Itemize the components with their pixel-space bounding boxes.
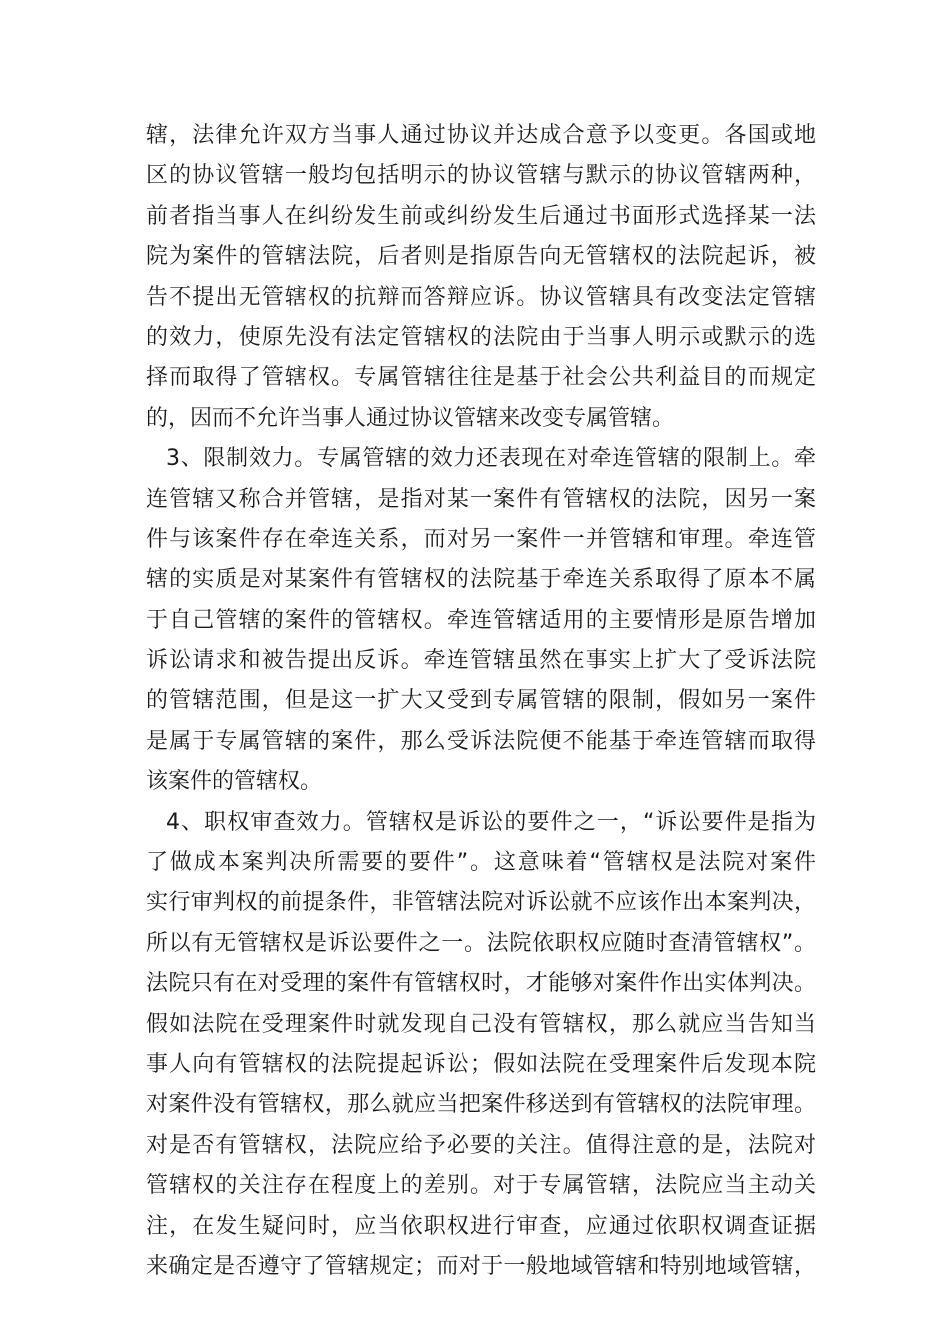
paragraph [146, 803, 816, 1288]
text-line: 辖，法律允许双方当事人通过协议并达成合意予以变更。各国或地 [146, 123, 816, 148]
text-line: 诉讼请求和被告提出反诉。牵连管辖虽然在事实上扩大了受诉法院 [146, 648, 816, 674]
text-line: 院为案件的管辖法院，后者则是指原告向无管辖权的法院起诉，被 [146, 244, 816, 270]
text-line: 来确定是否遵守了管辖规定；而对于一般地域管辖和特别地域管辖， [146, 1253, 816, 1279]
text-line: 管辖权的关注存在程度上的差别。对于专属管辖，法院应当主动关 [146, 1173, 816, 1199]
text-line: 法院只有在对受理的案件有管辖权时，才能够对案件作出实体判决。 [146, 971, 816, 997]
text-line: 择而取得了管辖权。专属管辖往往是基于社会公共利益目的而规定 [146, 365, 816, 391]
text-line: 辖的实质是对某案件有管辖权的法院基于牵连关系取得了原本不属 [146, 567, 816, 593]
text-line: 该案件的管辖权。 [146, 769, 323, 795]
text-line: 对案件没有管辖权，那么就应当把案件移送到有管辖权的法院审理。 [146, 1092, 816, 1118]
text-line: 的管辖范围，但是这一扩大又受到专属管辖的限制，假如另一案件 [146, 688, 816, 714]
text-line: 所以有无管辖权是诉讼要件之一。法院依职权应随时查清管辖权”。 [146, 930, 816, 956]
text-line: 的效力，使原先没有法定管辖权的法院由于当事人明示或默示的选 [146, 324, 816, 350]
text-line: 区的协议管辖一般均包括明示的协议管辖与默示的协议管辖两种， [146, 163, 816, 189]
text-line: 注，在发生疑问时，应当依职权进行审查，应通过依职权调查证据 [146, 1213, 816, 1239]
text-line: 了做成本案判决所需要的要件”。这意味着“管辖权是法院对案件 [146, 850, 816, 876]
text-line: 4、职权审查效力。管辖权是诉讼的要件之一，“诉讼要件是指为 [166, 809, 816, 835]
paragraph [146, 439, 816, 803]
text-line: 假如法院在受理案件时就发现自己没有管辖权，那么就应当告知当 [146, 1011, 816, 1037]
document-body [146, 116, 816, 1287]
text-line: 是属于专属管辖的案件，那么受诉法院便不能基于牵连管辖而取得 [146, 728, 816, 754]
text-line: 件与该案件存在牵连关系，而对另一案件一并管辖和审理。牵连管 [146, 526, 816, 552]
paragraph [146, 116, 816, 439]
text-line: 于自己管辖的案件的管辖权。牵连管辖适用的主要情形是原告增加 [146, 607, 816, 633]
text-line: 前者指当事人在纠纷发生前或纠纷发生后通过书面形式选择某一法 [146, 203, 816, 229]
text-line: 的，因而不允许当事人通过协议管辖来改变专属管辖。 [146, 405, 675, 431]
text-line: 事人向有管辖权的法院提起诉讼；假如法院在受理案件后发现本院 [146, 1051, 816, 1077]
text-line: 3、限制效力。专属管辖的效力还表现在对牵连管辖的限制上。牵 [166, 446, 816, 472]
text-line: 连管辖又称合并管辖，是指对某一案件有管辖权的法院，因另一案 [146, 486, 816, 512]
text-line: 对是否有管辖权，法院应给予必要的关注。值得注意的是，法院对 [146, 1132, 816, 1158]
text-line: 告不提出无管辖权的抗辩而答辩应诉。协议管辖具有改变法定管辖 [146, 284, 816, 310]
text-line: 实行审判权的前提条件，非管辖法院对诉讼就不应该作出本案判决， [146, 890, 816, 916]
